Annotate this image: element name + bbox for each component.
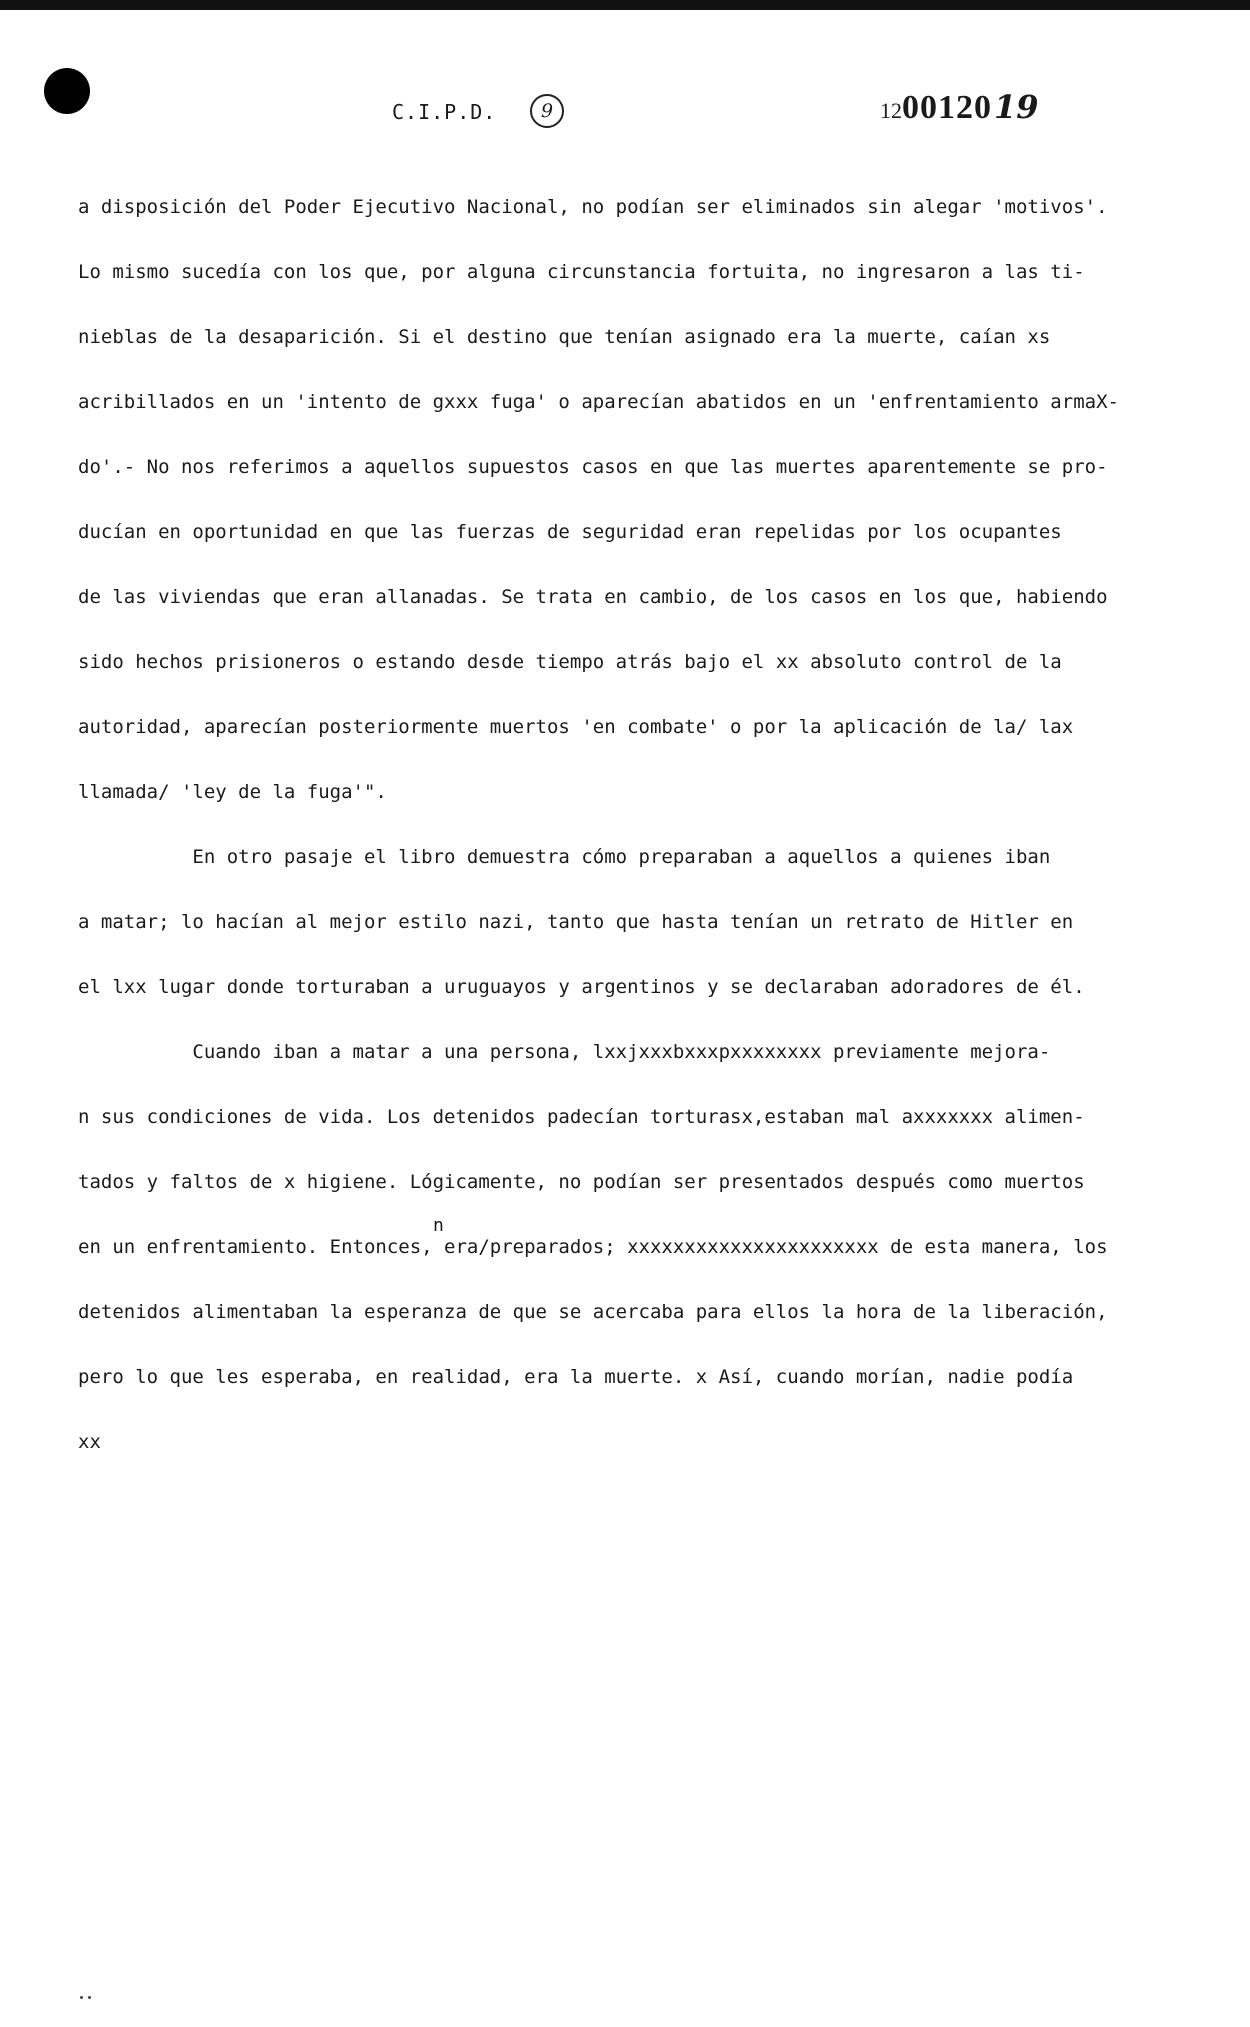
circled-page-mark: 9: [530, 94, 564, 128]
text-line: a disposición del Poder Ejecutivo Nacional, no podían ser eliminados sin alegar 'motivos'.: [78, 196, 1108, 218]
text-line: a matar; lo hacían al mejor estilo nazi, tanto que hasta tenían un retrato de Hitler en: [78, 911, 1074, 933]
text-line: n sus condiciones de vida. Los detenidos padecían torturasx,estaban mal axxxxxxx alimen-: [78, 1106, 1085, 1128]
speck: [88, 1996, 91, 1999]
punch-hole-mark: [44, 68, 90, 114]
top-rule: [0, 0, 1250, 10]
text-line: xx: [78, 1431, 101, 1453]
folio-handwritten-suffix: 19: [994, 88, 1039, 126]
speck: [80, 1996, 83, 1999]
text-line: en un enfrentamiento. Entonces, era/preparados; xxxxxxxxxxxxxxxxxxxxxx de esta manera, los: [78, 1236, 1108, 1258]
text-line: En otro pasaje el libro demuestra cómo preparaban a aquellos a quienes iban: [78, 846, 1051, 868]
text-line: Cuando iban a matar a una persona, lxxjxxxbxxxpxxxxxxxx previamente mejora-: [78, 1041, 1051, 1063]
text-line: autoridad, aparecían posteriormente muertos 'en combate' o por la aplicación de la/ lax: [78, 716, 1074, 738]
text-line: de las viviendas que eran allanadas. Se trata en cambio, de los casos en los que, habiendo: [78, 586, 1108, 608]
interlinear-correction: n: [433, 1215, 444, 1236]
text-line: llamada/ 'ley de la fuga'".: [78, 781, 387, 803]
folio-prefix: 12: [880, 98, 902, 123]
text-line: detenidos alimentaban la esperanza de que se acercaba para ellos la hora de la liberación,: [78, 1301, 1108, 1323]
text-line: ducían en oportunidad en que las fuerzas de seguridad eran repelidas por los ocupantes: [78, 521, 1062, 543]
text-line: pero lo que les esperaba, en realidad, era la muerte. x Así, cuando morían, nadie podía: [78, 1366, 1074, 1388]
text-line: sido hechos prisioneros o estando desde tiempo atrás bajo el xx absoluto control de la: [78, 651, 1062, 673]
text-line: el lxx lugar donde torturaban a uruguayos y argentinos y se declaraban adoradores de él.: [78, 976, 1085, 998]
text-line: nieblas de la desaparición. Si el destino que tenían asignado era la muerte, caían xs: [78, 326, 1051, 348]
text-line: do'.- No nos referimos a aquellos supuestos casos en que las muertes aparentemente se pro-: [78, 456, 1108, 478]
folio-stamp: [880, 88, 1039, 127]
text-line: tados y faltos de x higiene. Lógicamente, no podían ser presentados después como muertos: [78, 1171, 1085, 1193]
paper-specks: [80, 1996, 94, 2000]
header-label: C.I.P.D.: [392, 100, 497, 124]
text-line: Lo mismo sucedía con los que, por alguna circunstancia fortuita, no ingresaron a las ti-: [78, 261, 1085, 283]
typewritten-body: [78, 196, 1119, 1496]
text-line: acribillados en un 'intento de gxxx fuga' o aparecían abatidos en un 'enfrentamiento armaX-: [78, 391, 1119, 413]
folio-number: 00120: [902, 89, 992, 126]
